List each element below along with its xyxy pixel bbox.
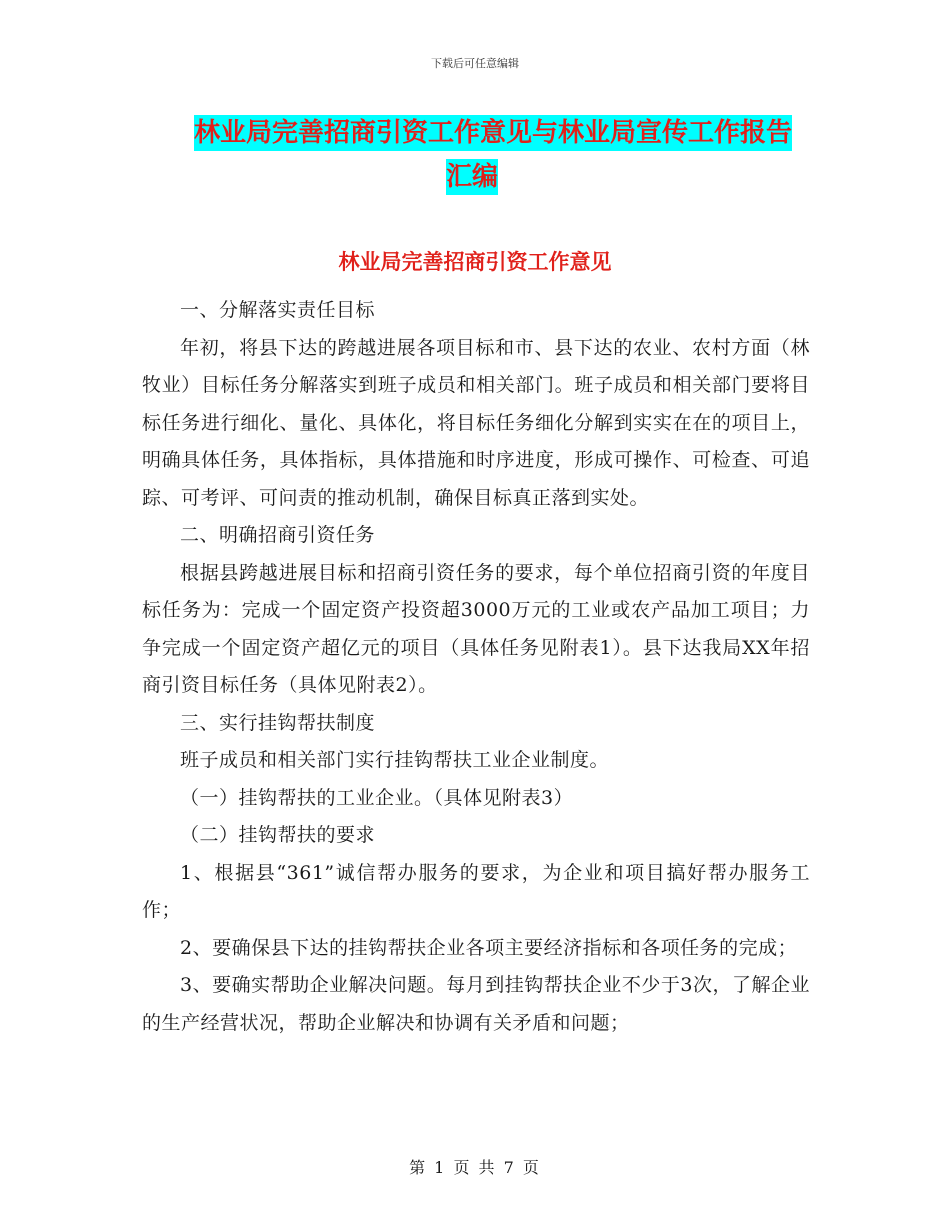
- sub-heading: （二）挂钩帮扶的要求: [180, 824, 376, 846]
- section-title: 林业局完善招商引资工作意见: [338, 250, 612, 274]
- paragraph: 班子成员和相关部门实行挂钩帮扶工业企业制度。: [180, 749, 610, 771]
- page-footer: 第 1 页 共 7 页: [409, 1158, 541, 1177]
- list-item: 3、要确实帮助企业解决问题。每月到挂钩帮扶企业不少于3次，了解企业的生产经营状况，帮助企业解决和协调有关矛盾和问题；: [142, 974, 810, 1034]
- document-body: [142, 292, 810, 1042]
- heading-3: 三、实行挂钩帮扶制度: [180, 711, 376, 734]
- header-note: 下载后可任意编辑: [431, 57, 519, 70]
- title-highlight-1: 林业局完善招商引资工作意见与林业局宣传工作报告: [194, 115, 792, 151]
- paragraph: 根据县跨越进展目标和招商引资任务的要求，每个单位招商引资的年度目标任务为：完成一个固定资产投资超3000万元的工业或农产品加工项目；力争完成一个固定资产超亿元的项目（具体任务见附表1）。县下达我局XX年招商引资目标任务（具体见附表2）。: [142, 561, 810, 696]
- title-highlight-2: 汇编: [446, 159, 498, 195]
- document-title-line-1: [140, 108, 810, 158]
- heading-2: 二、明确招商引资任务: [180, 524, 376, 546]
- list-item: 1、根据县“361”诚信帮办服务的要求，为企业和项目搞好帮办服务工作；: [142, 861, 810, 921]
- document-title-line-2: [140, 152, 810, 202]
- heading-1: 一、分解落实责任目标: [180, 299, 376, 321]
- sub-heading: （一）挂钩帮扶的工业企业。（具体见附表3）: [180, 786, 574, 809]
- paragraph: 年初，将县下达的跨越进展各项目标和市、县下达的农业、农村方面（林牧业）目标任务分解落实到班子成员和相关部门。班子成员和相关部门要将目标任务进行细化、量化、具体化，将目标任务细化分解到实实在在的项目上，明确具体任务，具体指标，具体措施和时序进度，形成可操作、可检查、可追踪、可考评、可问责的推动机制，确保目标真正落到实处。: [142, 336, 810, 509]
- list-item: 2、要确保县下达的挂钩帮扶企业各项主要经济指标和各项任务的完成；: [180, 936, 798, 959]
